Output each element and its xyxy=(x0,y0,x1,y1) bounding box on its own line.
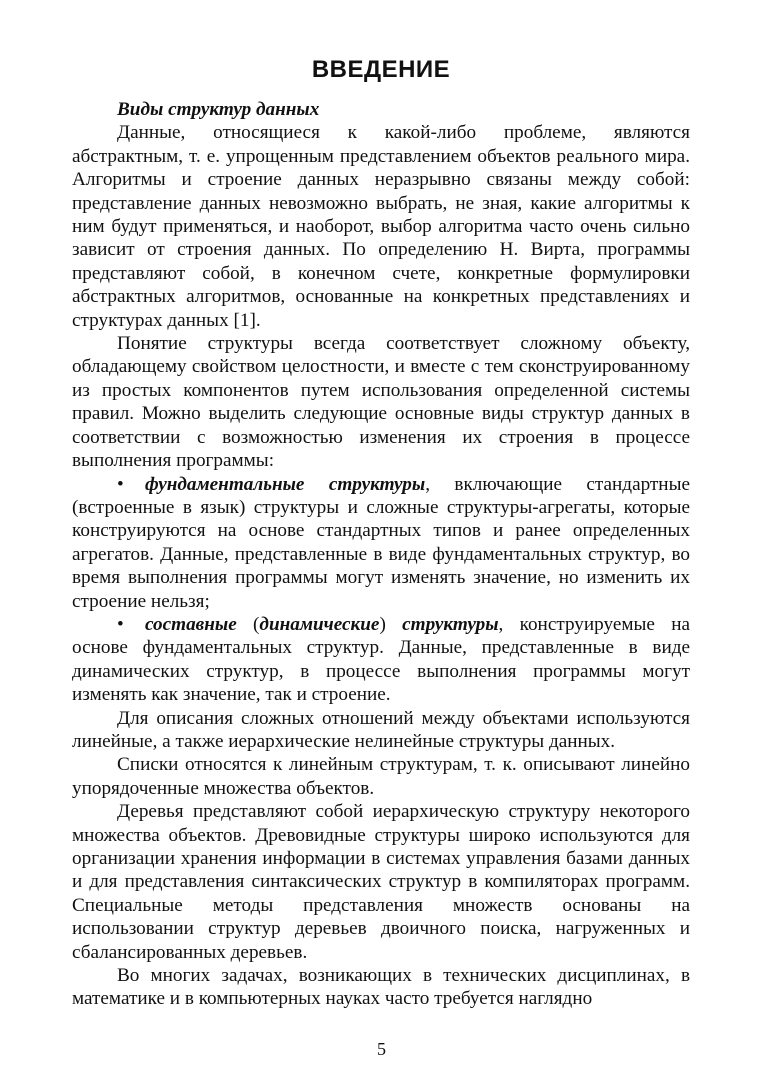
paragraph-abstract-data: Данные, относящиеся к какой-либо проблеме, являются абстрактным, т. е. упрощенным представлением объектов реального мира. Алгоритмы и строение данных неразрывно связаны между собой: представление данных невозможно выбрать, не зная, какие алгоритмы к ним будут применяться, и наоборот, выбор алгоритма часто очень сильно зависит от строения данных. По определению Н. Вирта, программы представляют собой, в конечном счете, конкретные формулировки абстрактных алгоритмов, основанные на конкретных представлениях и структурах данных [1]. xyxy=(72,122,690,331)
document-page xyxy=(72,54,690,1011)
term-structures: структуры xyxy=(402,613,499,635)
list-item-text: , конструируемые на основе фундаментальных структур. Данные, представленные в виде динамических структур, в процессе выполнения программы могут изменять как значение, так и строение. xyxy=(72,613,690,706)
paragraph-trees: Деревья представляют собой иерархическую структуру некоторого множества объектов. Древовидные структуры широко используются для организации хранения информации в системах управления базами данных и для представления синтаксических структур в компиляторах программ. Специальные методы представления множеств основаны на использовании структур деревьев двоичного поиска, нагруженных и сбалансированных деревьев. xyxy=(72,801,690,963)
term-fundamental: фундаментальные структуры xyxy=(145,473,426,495)
list-item-text: , включающие стандартные (встроенные в язык) структуры и сложные структуры-агрегаты, которые конструируются на основе стандартных типов и ранее определенных агрегатов. Данные, представленные в виде фундаментальных структур, во время выполнения программы могут изменять значение, но изменить их строение нельзя; xyxy=(72,473,690,612)
page-number: 5 xyxy=(377,1039,386,1059)
paragraph-tasks: Во многих задачах, возникающих в технических дисциплинах, в математике и в компьютерных науках часто требуется наглядно xyxy=(72,965,690,1010)
paragraph-structure-concept: Понятие структуры всегда соответствует сложному объекту, обладающему свойством целостности, и вместе с тем сконструированному из простых компонентов путем использования определенной системы правил. Можно выделить следующие основные виды структур данных в соответствии с возможностью изменения их строения в процессе выполнения программы: xyxy=(72,333,690,472)
section-heading: Виды структур данных xyxy=(117,99,320,120)
list-item-composite xyxy=(72,613,690,707)
list-item-fundamental xyxy=(72,473,690,613)
paren-open: ( xyxy=(236,613,260,635)
paren-close: ) xyxy=(379,613,403,635)
bullet-icon: • xyxy=(117,473,124,495)
paragraph-complex-relations: Для описания сложных отношений между объектами используются линейные, а также иерархические нелинейные структуры данных. xyxy=(72,707,690,752)
bullet-icon: • xyxy=(117,613,124,635)
term-composite: составные xyxy=(145,613,237,635)
paragraph-lists: Списки относятся к линейным структурам, т. к. описывают линейно упорядоченные множества объектов. xyxy=(72,754,690,799)
term-dynamic: динамические xyxy=(259,613,380,635)
page-title: ВВЕДЕНИЕ xyxy=(311,56,451,83)
